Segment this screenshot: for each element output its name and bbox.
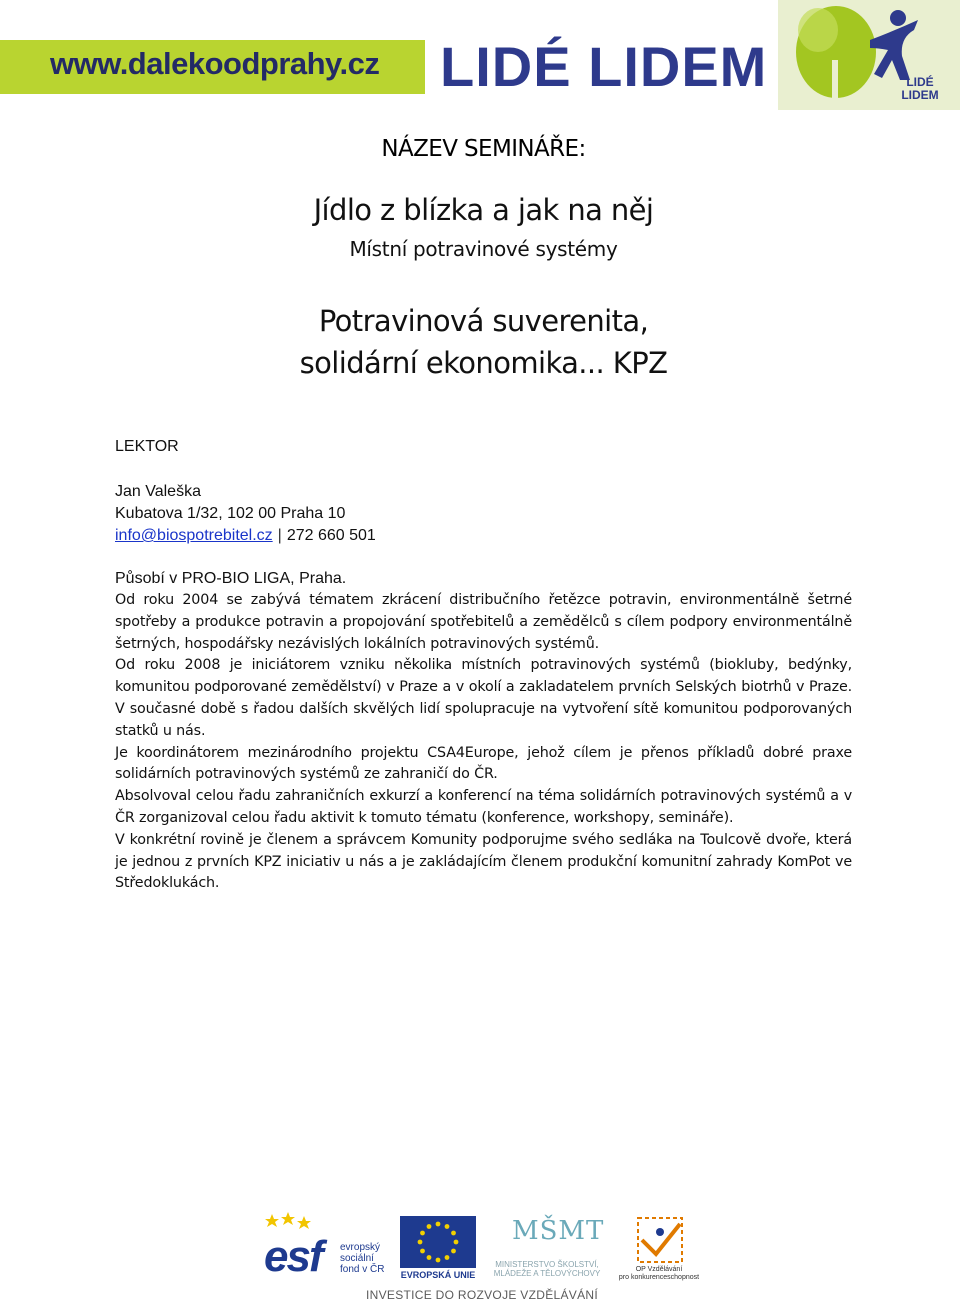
esf-stars-icon <box>265 1212 311 1229</box>
msmt-caption-line: MLÁDEŽE A TĚLOVÝCHOVY <box>493 1269 601 1278</box>
lecturer-bio <box>115 590 852 895</box>
op-caption-line: OP Vzdělávání <box>635 1266 683 1273</box>
bio-paragraph: Absolvoval celou řadu zahraničních exkurzí a konferencí na téma solidárních potravinových systémů a v ČR zorganizoval celou řadu aktivit k tomuto tématu (konference, workshopy, semináře). <box>115 788 852 826</box>
lecturer-email-link[interactable]: info@biospotrebitel.cz <box>115 527 273 544</box>
logo-caption <box>892 76 948 102</box>
lecturer-name: Jan Valeška <box>115 483 201 500</box>
seminar-subtitle: Místní potravinové systémy <box>349 237 618 261</box>
op-caption <box>614 1266 704 1282</box>
bio-paragraph: V konkrétní rovině je členem a správcem Komunity podporujme svého sedláka na Toulcově dvoře, která je jednou z prvních KPZ iniciativ u nás a je zakládajícím členem produkční komunitní zahrady KomPot ve Středoklukách. <box>115 831 852 892</box>
msmt-caption <box>482 1260 612 1278</box>
logo-caption-line-2: LIDEM <box>901 88 939 102</box>
op-caption-line: pro konkurenceschopnost <box>618 1274 700 1281</box>
seminar-topic <box>115 300 852 384</box>
lecturer-phone: 272 660 501 <box>286 527 376 544</box>
seminar-topic-line-1: Potravinová suverenita, <box>318 304 649 338</box>
bio-paragraph: Od roku 2004 se zabývá tématem zkrácení distribučního řetězce potravin, environmentálně šetrné spotřeby a produkce potravin a propojování spotřebitelů a zemědělců s cílem podpory environmentálně šetrných, hospodářsky nezávislých lokálních potravinových systémů. <box>115 592 852 652</box>
esf-caption-line: fond v ČR <box>340 1264 385 1275</box>
funding-slogan: INVESTICE DO ROZVOJE VZDĚLÁVÁNÍ <box>365 1288 598 1302</box>
esf-caption-line: evropský <box>340 1242 381 1253</box>
lecturer-section-label: LEKTOR <box>115 438 179 455</box>
esf-caption <box>340 1242 384 1275</box>
eu-caption: EVROPSKÁ UNIE <box>400 1270 476 1280</box>
msmt-caption-line: MINISTERSTVO ŠKOLSTVÍ, <box>495 1260 599 1269</box>
lecturer-affiliation: Působí v PRO-BIO LIGA, Praha. <box>115 570 347 587</box>
esf-caption-line: sociální <box>340 1253 374 1264</box>
bio-paragraph: Od roku 2008 je iniciátorem vzniku několika místních potravinových systémů (biokluby, bedýnky, komunitou podporované zemědělství) v Praze a v okolí a zakladatelem prvních Selských biotrhů v Praze. V současné době s řadou dalších skvělých lidí spolupracuje na vytvoření sítě komunitou podporovaných statků u nás. <box>115 657 852 739</box>
seminar-label: NÁZEV SEMINÁŘE: <box>381 136 586 162</box>
lecturer-contact-line <box>115 525 376 547</box>
header-banner <box>0 0 960 110</box>
msmt-logo-text: MŠMT <box>512 1216 605 1246</box>
bio-paragraph: Je koordinátorem mezinárodního projektu CSA4Europe, jehož cílem je přenos příkladů dobré praxe solidárních potravinových systémů ze zahraničí do ČR. <box>115 744 852 783</box>
op-vzdelavani-icon <box>638 1218 682 1262</box>
esf-logo-text: esf <box>264 1232 322 1281</box>
logo-caption-line-1: LIDÉ <box>906 75 934 89</box>
seminar-title: Jídlo z blízka a jak na něj <box>313 193 654 227</box>
website-url[interactable]: www.dalekoodprahy.cz <box>50 46 380 81</box>
lecturer-contact <box>115 481 376 547</box>
separator: | <box>277 527 282 544</box>
brand-title: LIDÉ LIDEM <box>440 35 768 98</box>
lecturer-address: Kubatova 1/32, 102 00 Praha 10 <box>115 505 346 522</box>
seminar-topic-line-2: solidární ekonomika... KPZ <box>299 346 668 380</box>
